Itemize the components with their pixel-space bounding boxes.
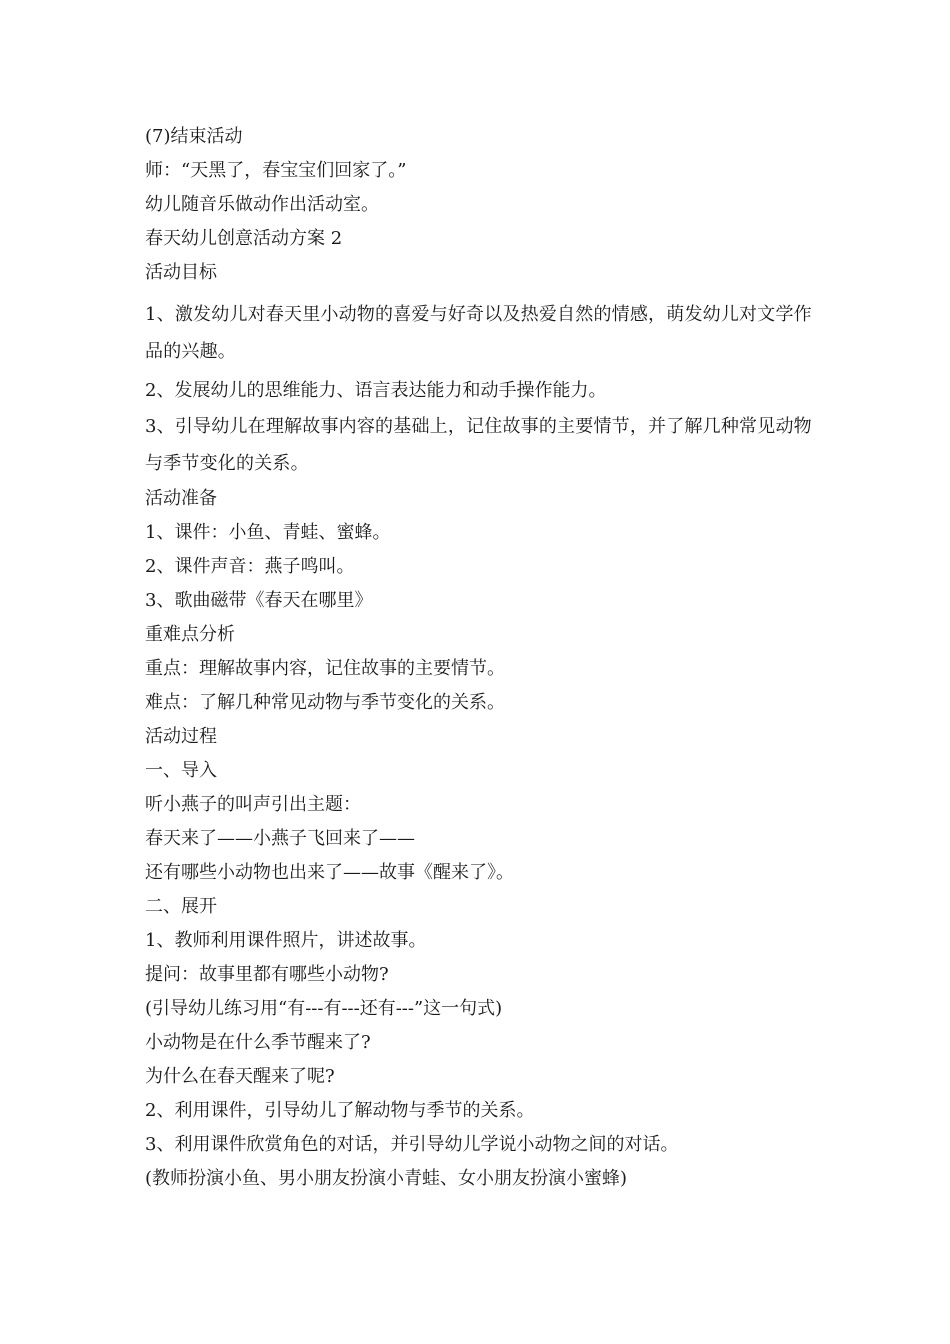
text-line: (7)结束活动 [145,126,243,147]
section-heading: 活动准备 [145,488,217,509]
text-line: 难点：了解几种常见动物与季节变化的关系。 [145,692,505,713]
text-line: 幼儿随音乐做动作出活动室。 [145,194,379,215]
text-line: 听小燕子的叫声引出主题： [145,794,361,815]
text-line: 小动物是在什么季节醒来了? [145,1032,371,1053]
text-line: 1、课件：小鱼、青蛙、蜜蜂。 [145,522,391,543]
text-line: 2、发展幼儿的思维能力、语言表达能力和动手操作能力。 [145,380,607,401]
text-line: (引导幼儿练习用“有---有---还有---”这一句式) [145,998,503,1019]
text-paragraph: 1、激发幼儿对春天里小动物的喜爱与好奇以及热爱自然的情感，萌发幼儿对文学作品的兴趣。 [145,304,812,362]
text-line: 提问：故事里都有哪些小动物? [145,964,389,985]
document-body [145,120,825,1196]
text-line: 为什么在春天醒来了呢? [145,1066,335,1087]
text-line: 1、教师利用课件照片，讲述故事。 [145,930,427,951]
text-line: 还有哪些小动物也出来了——故事《醒来了》。 [145,862,514,883]
section-heading: 活动过程 [145,726,217,747]
text-line: 师：“天黑了，春宝宝们回家了。” [145,160,407,181]
text-line: (教师扮演小鱼、男小朋友扮演小青蛙、女小朋友扮演小蜜蜂) [145,1168,628,1189]
section-heading: 重难点分析 [145,624,235,645]
text-line: 3、利用课件欣赏角色的对话，并引导幼儿学说小动物之间的对话。 [145,1134,679,1155]
text-line: 春天来了——小燕子飞回来了—— [145,828,415,849]
section-heading: 活动目标 [145,262,217,283]
text-paragraph: 3、引导幼儿在理解故事内容的基础上，记住故事的主要情节，并了解几种常见动物与季节变化的关系。 [145,416,812,474]
text-line: 3、歌曲磁带《春天在哪里》 [145,590,373,611]
text-line: 2、课件声音：燕子鸣叫。 [145,556,355,577]
section-heading: 一、导入 [145,760,217,781]
text-line: 重点：理解故事内容，记住故事的主要情节。 [145,658,505,679]
section-heading: 春天幼儿创意活动方案 2 [145,228,343,249]
text-line: 2、利用课件，引导幼儿了解动物与季节的关系。 [145,1100,535,1121]
section-heading: 二、展开 [145,896,217,917]
